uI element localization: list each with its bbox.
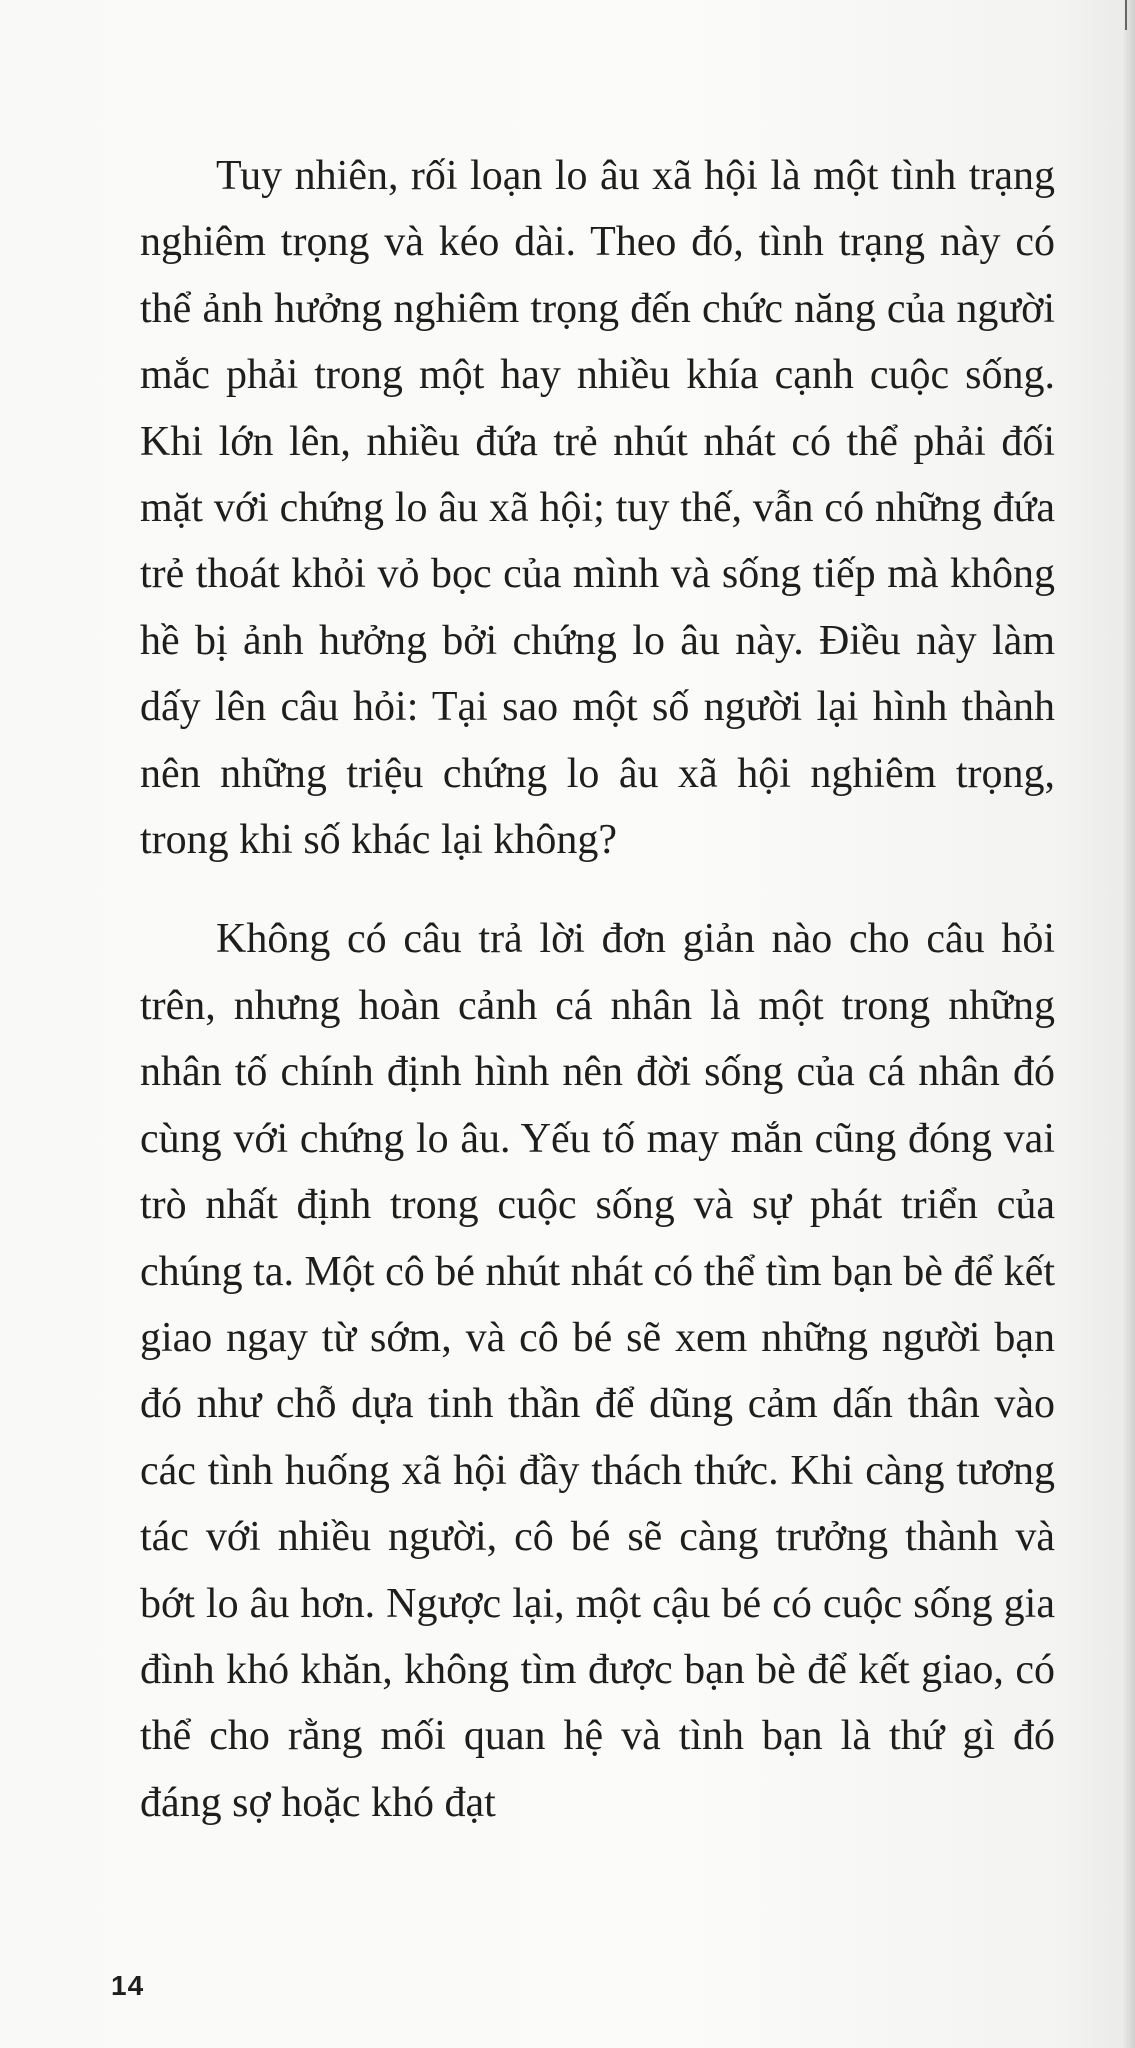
page-number: 14 <box>111 1970 145 2001</box>
page-edge <box>1121 0 1135 2048</box>
page-edge-shadow <box>1125 0 1127 30</box>
paragraph-1: Tuy nhiên, rối loạn lo âu xã hội là một tình trạng nghiêm trọng và kéo dài. Theo đó, tình trạng này có thể ảnh hưởng nghiêm trọng đến chức năng của người mắc phải trong một hay nhiều khía cạnh cuộc sống. Khi lớn lên, nhiều đứa trẻ nhút nhát có thể phải đối mặt với chứng lo âu xã hội; tuy thế, vẫn có những đứa trẻ thoát khỏi vỏ bọc của mình và sống tiếp mà không hề bị ảnh hưởng bởi chứng lo âu này. Điều này làm dấy lên câu hỏi: Tại sao một số người lại hình thành nên những triệu chứng lo âu xã hội nghiêm trọng, trong khi số khác lại không? <box>140 153 1055 864</box>
body-text <box>140 143 1055 1836</box>
paragraph-2: Không có câu trả lời đơn giản nào cho câu hỏi trên, nhưng hoàn cảnh cá nhân là một trong những nhân tố chính định hình nên đời sống của cá nhân đó cùng với chứng lo âu. Yếu tố may mắn cũng đóng vai trò nhất định trong cuộc sống và sự phát triển của chúng ta. Một cô bé nhút nhát có thể tìm bạn bè để kết giao ngay từ sớm, và cô bé sẽ xem những người bạn đó như chỗ dựa tinh thần để dũng cảm dấn thân vào các tình huống xã hội đầy thách thức. Khi càng tương tác với nhiều người, cô bé sẽ càng trưởng thành và bớt lo âu hơn. Ngược lại, một cậu bé có cuộc sống gia đình khó khăn, không tìm được bạn bè để kết giao, có thể cho rằng mối quan hệ và tình bạn là thứ gì đó đáng sợ hoặc khó đạt <box>140 916 1055 1826</box>
